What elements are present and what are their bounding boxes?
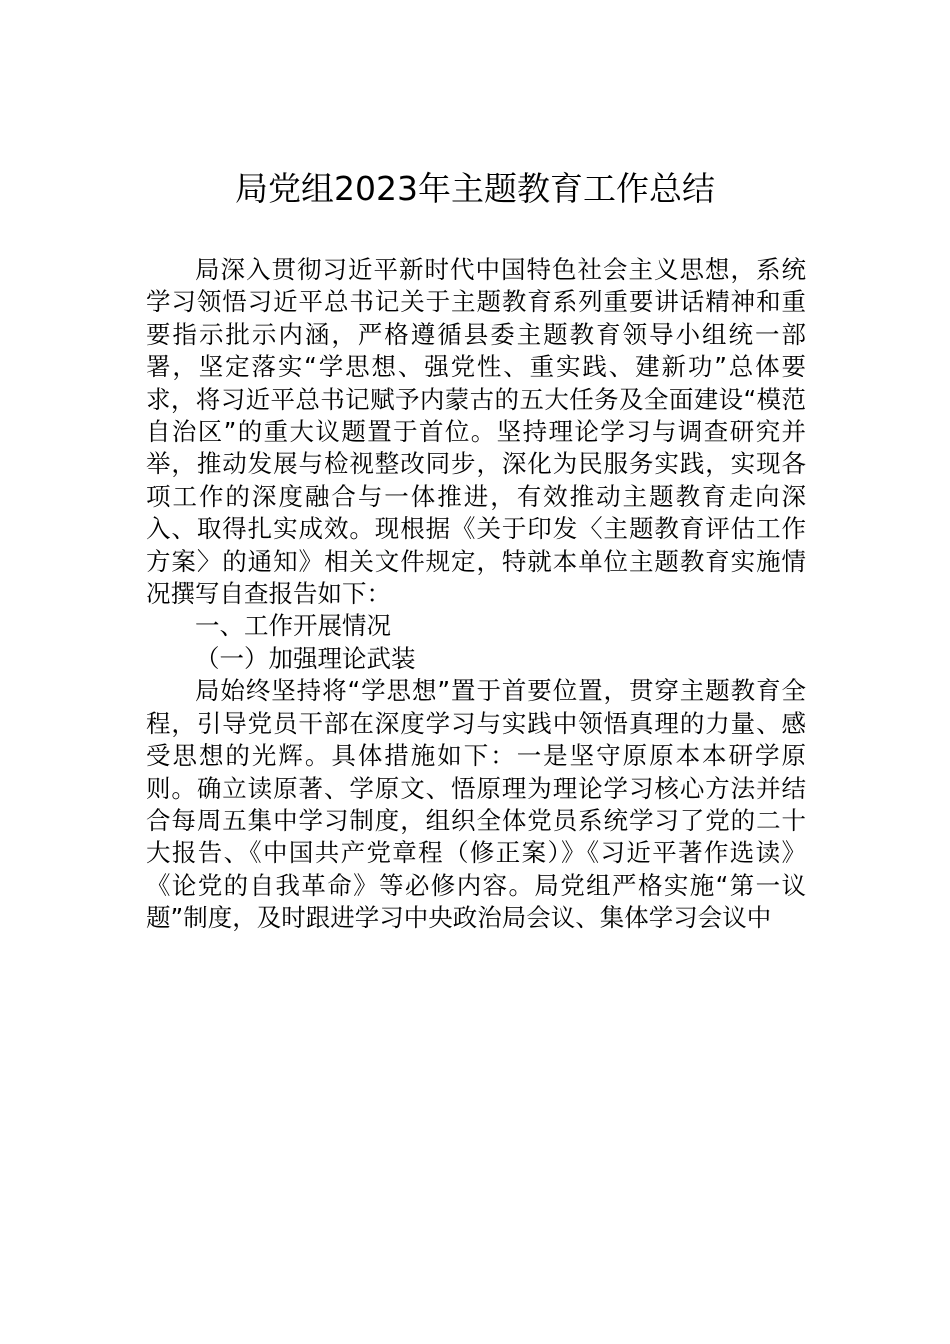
paragraph-intro: 局深入贯彻习近平新时代中国特色社会主义思想，系统学习领悟习近平总书记关于主题教育系列重要讲话精神和重要指示批示内涵，严格遵循县委主题教育领导小组统一部署，坚定落实“学思想、强党性、重实践、建新功”总体要求，将习近平总书记赋予内蒙古的五大任务及全面建设“模范自治区”的重大议题置于首位。坚持理论学习与调查研究并举，推动发展与检视整改同步，深化为民服务实践，实现各项工作的深度融合与一体推进，有效推动主题教育走向深入、取得扎实成效。现根据《关于印发〈主题教育评估工作方案〉的通知》相关文件规定，特就本单位主题教育实施情况撰写自查报告如下： — [146, 255, 806, 609]
paragraph-theory: 局始终坚持将“学思想”置于首要位置，贯穿主题教育全程，引导党员干部在深度学习与实践中领悟真理的力量、感受思想的光辉。具体措施如下：一是坚守原原本本研学原则。确立读原著、学原文、悟原理为理论学习核心方法并结合每周五集中学习制度，组织全体党员系统学习了党的二十大报告、《中国共产党章程（修正案）》《习近平著作选读》《论党的自我革命》等必修内容。局党组严格实施“第一议题”制度，及时跟进学习中央政治局会议、集体学习会议中 — [146, 676, 806, 933]
document-body — [146, 254, 806, 935]
section-heading: 一、工作开展情况 — [195, 611, 391, 641]
document-title: 局党组2023年主题教育工作总结 — [235, 169, 715, 208]
subsection-heading: （一）加强理论武装 — [195, 643, 416, 673]
